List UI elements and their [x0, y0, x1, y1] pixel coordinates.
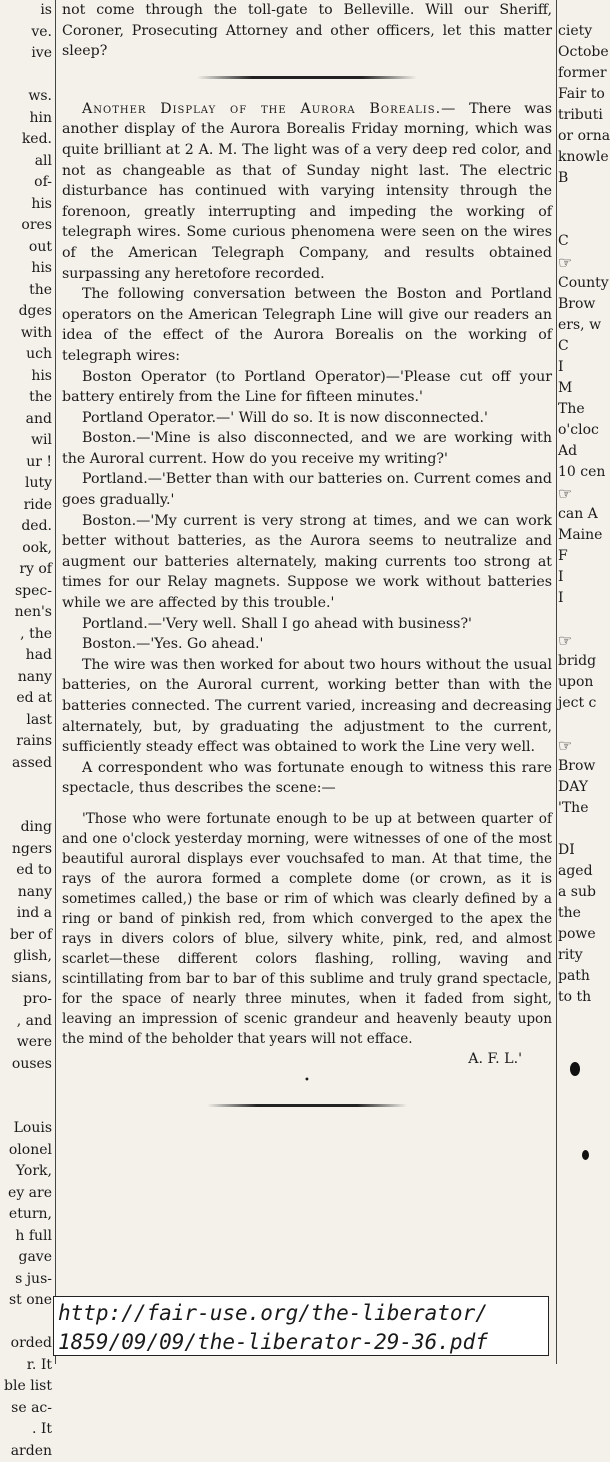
- right-fragment: M: [558, 378, 600, 399]
- left-fragment: ding: [0, 817, 54, 839]
- left-fragment: eturn,: [0, 1204, 54, 1226]
- left-fragment: were: [0, 1032, 54, 1054]
- left-fragment: York,: [0, 1161, 54, 1183]
- left-fragment: r. It: [0, 1355, 54, 1377]
- left-fragment: ngers: [0, 839, 54, 861]
- section-divider: [197, 76, 417, 79]
- right-fragment: ☞: [558, 735, 600, 756]
- left-fragment: ber of: [0, 925, 54, 947]
- left-fragment: , and: [0, 1011, 54, 1033]
- left-fragment: had: [0, 645, 54, 667]
- right-fragment: DI: [558, 840, 600, 861]
- correspondent-quote: 'Those who were fortunate enough to be up at between quarter of and one o'clock yesterday morning, were witnesses of one of the most beautiful auroral displays ever vouchsafed to man. At that time, the rays of the aurora formed a complete dome (or crown, as it is sometimes called,) the base or rim of which was clearly defined by a ring or band of pinkish red, from which converged to the apex the rays in divers colors of blue, silvery white, pink, red, and almost scarlet—these different colors flashing, rolling, waving and scintillating from bar to bar of this sublime and truly grand spectacle, for the space of nearly three minutes, when it faded from sight, leaving an impression of scenic grandeur and heavenly beauty upon the mind of the beholder that years will not efface.: [62, 809, 552, 1049]
- previous-article-ending: not come through the toll-gate to Belleville. Will our Sheriff, Coroner, Prosecuting Attorney and other officers, let this matter sleep?: [62, 0, 552, 62]
- left-fragment: the: [0, 387, 54, 409]
- left-fragment: nany: [0, 667, 54, 689]
- article-lead: [62, 99, 552, 284]
- left-fragment: olonel: [0, 1140, 54, 1162]
- right-fragment: The: [558, 399, 600, 420]
- ink-blot: [582, 1150, 589, 1160]
- left-fragment: gave: [0, 1247, 54, 1269]
- right-fragment: aged: [558, 861, 600, 882]
- right-fragment: to th: [558, 987, 600, 1008]
- right-fragment: bridg: [558, 651, 600, 672]
- left-fragment: ded.: [0, 516, 54, 538]
- left-fragment: his: [0, 258, 54, 280]
- left-fragment: arden: [0, 1441, 54, 1462]
- dialogue-line: Boston.—'Yes. Go ahead.': [62, 634, 552, 655]
- left-fragment: spec-: [0, 581, 54, 603]
- left-fragment: ur !: [0, 452, 54, 474]
- right-fragment: ☞: [558, 630, 600, 651]
- right-fragment: County: [558, 273, 600, 294]
- right-fragment: can A: [558, 504, 600, 525]
- left-fragment: st one: [0, 1290, 54, 1312]
- right-fragment: Ad: [558, 441, 600, 462]
- headline-body: There was another display of the Aurora Borealis Friday morning, which was quite brilliant at 2 A. M. The light was of a very deep red color, and not as changeable as that of Sunday night last. The electric disturbance has continued with varying intensity through the forenoon, greatly interrupting and impeding the working of telegraph wires. Some curious phenomena were seen on the wires of the American Telegraph Company, and results obtained surpassing any heretofore recorded.: [62, 101, 552, 282]
- left-fragment: ind a: [0, 903, 54, 925]
- left-fragment: . It: [0, 1419, 54, 1441]
- right-fragment: C: [558, 336, 600, 357]
- after-dialogue-paragraph: The wire was then worked for about two hours without the usual batteries, on the Auroral current, working better than with the batteries connected. The current varied, increasing and decreasing alternately, but, by graduating the adjustment to the current, sufficiently steady effect was obtained to work the Line very well.: [62, 655, 552, 758]
- left-fragment: ride: [0, 495, 54, 517]
- left-fragment: out: [0, 237, 54, 259]
- right-fragment: [558, 609, 600, 630]
- right-fragment: knowle: [558, 147, 600, 168]
- right-fragment: I: [558, 567, 600, 588]
- left-fragment: [0, 1075, 54, 1097]
- signature-line: [62, 1049, 552, 1070]
- dot-ornament: •: [62, 1076, 552, 1086]
- left-fragment: [0, 796, 54, 818]
- right-fragment: 10 cen: [558, 462, 600, 483]
- right-fragment: or orna: [558, 126, 600, 147]
- correspondent-intro: A correspondent who was fortunate enough to witness this rare spectacle, thus describes the scene:—: [62, 758, 552, 799]
- right-fragment: Brow: [558, 756, 600, 777]
- right-fragment: upon: [558, 672, 600, 693]
- telegraph-dialogue: [62, 367, 552, 655]
- left-fragment: s jus-: [0, 1269, 54, 1291]
- right-fragment: [558, 189, 600, 210]
- left-fragment: [0, 1097, 54, 1119]
- right-fragment: I: [558, 357, 600, 378]
- right-fragment: DAY: [558, 777, 600, 798]
- left-fragment: ive: [0, 43, 54, 65]
- left-fragment: ed at: [0, 688, 54, 710]
- left-fragment: ve.: [0, 22, 54, 44]
- left-fragment: and: [0, 409, 54, 431]
- right-fragment: I: [558, 588, 600, 609]
- left-fragment: is: [0, 0, 54, 22]
- left-fragment: [0, 774, 54, 796]
- signature: A. F. L.': [468, 1049, 552, 1070]
- source-url-line-1: http://fair-use.org/the-liberator/: [58, 1299, 548, 1328]
- left-fragment: ey are: [0, 1183, 54, 1205]
- left-fragment: ouses: [0, 1054, 54, 1076]
- right-fragment: o'cloc: [558, 420, 600, 441]
- left-fragment: ores: [0, 215, 54, 237]
- left-fragment: glish,: [0, 946, 54, 968]
- left-fragment: wil: [0, 430, 54, 452]
- left-fragment: nany: [0, 882, 54, 904]
- left-fragment: his: [0, 194, 54, 216]
- right-fragment: rity: [558, 945, 600, 966]
- right-fragment: former: [558, 63, 600, 84]
- left-fragment: h full: [0, 1226, 54, 1248]
- left-fragment: uch: [0, 344, 54, 366]
- left-fragment: luty: [0, 473, 54, 495]
- left-fragment: the: [0, 280, 54, 302]
- left-fragment: ry of: [0, 559, 54, 581]
- right-fragment: Brow: [558, 294, 600, 315]
- right-fragment: ject c: [558, 693, 600, 714]
- left-fragment: , the: [0, 624, 54, 646]
- right-fragment: [558, 714, 600, 735]
- column-rule-right: [556, 0, 557, 1364]
- left-fragment: dges: [0, 301, 54, 323]
- right-fragment: powe: [558, 924, 600, 945]
- left-fragment: assed: [0, 753, 54, 775]
- left-fragment: all: [0, 151, 54, 173]
- left-fragment: [0, 1312, 54, 1334]
- right-fragment: Fair to: [558, 84, 600, 105]
- source-url-box: [53, 1296, 549, 1356]
- left-fragment: nen's: [0, 602, 54, 624]
- right-fragment: [558, 210, 600, 231]
- left-fragment: rains: [0, 731, 54, 753]
- right-fragment: [558, 0, 600, 21]
- left-fragment: ook,: [0, 538, 54, 560]
- right-fragment: Maine: [558, 525, 600, 546]
- left-fragment: with: [0, 323, 54, 345]
- right-fragment: B: [558, 168, 600, 189]
- right-fragment: path: [558, 966, 600, 987]
- dialogue-line: Boston.—'Mine is also disconnected, and we are working with the Auroral current. How do you receive my writing?': [62, 428, 552, 469]
- left-fragment: ked.: [0, 129, 54, 151]
- right-column-fragments: [558, 0, 600, 1364]
- dialogue-line: Portland.—'Very well. Shall I go ahead with business?': [62, 614, 552, 635]
- source-url-line-2: 1859/09/09/the-liberator-29-36.pdf: [58, 1328, 548, 1357]
- left-fragment: last: [0, 710, 54, 732]
- ink-blot: [570, 1062, 580, 1076]
- left-fragment: ws.: [0, 86, 54, 108]
- right-fragment: ciety: [558, 21, 600, 42]
- dialogue-line: Boston.—'My current is very strong at times, and we can work better without batteries, as the Aurora seems to neutralize and augment our batteries alternately, making currents too strong at times for our Relay magnets. Suppose we work without batteries while we are affected by this trouble.': [62, 511, 552, 614]
- column-rule-left: [55, 0, 56, 1364]
- right-fragment: the: [558, 903, 600, 924]
- left-fragment: orded: [0, 1333, 54, 1355]
- left-fragment: ble list: [0, 1376, 54, 1398]
- article-intro: The following conversation between the Boston and Portland operators on the American Telegraph Line will give our readers an idea of the effect of the Aurora Borealis on the working of telegraph wires:: [62, 284, 552, 366]
- right-fragment: F: [558, 546, 600, 567]
- right-fragment: 'The: [558, 798, 600, 819]
- dialogue-line: Portland Operator.—' Will do so. It is now disconnected.': [62, 408, 552, 429]
- right-fragment: Octobe: [558, 42, 600, 63]
- article-headline: Another Display of the Aurora Borealis.—: [82, 101, 456, 117]
- dialogue-line: Boston Operator (to Portland Operator)—'Please cut off your battery entirely from the Line for fifteen minutes.': [62, 367, 552, 408]
- right-fragment: a sub: [558, 882, 600, 903]
- left-fragment: sians,: [0, 968, 54, 990]
- left-fragment: se ac-: [0, 1398, 54, 1420]
- right-fragment: [558, 819, 600, 840]
- right-fragment: tributi: [558, 105, 600, 126]
- left-fragment: hin: [0, 108, 54, 130]
- left-fragment: [0, 65, 54, 87]
- left-fragment: pro-: [0, 989, 54, 1011]
- left-fragment: his: [0, 366, 54, 388]
- left-fragment: Louis: [0, 1118, 54, 1140]
- right-fragment: C: [558, 231, 600, 252]
- right-fragment: ers, w: [558, 315, 600, 336]
- left-fragment: ed to: [0, 860, 54, 882]
- main-article-column: [62, 0, 552, 1107]
- left-column-fragments: [0, 0, 54, 1364]
- left-fragment: of-: [0, 172, 54, 194]
- bottom-divider: [207, 1104, 407, 1107]
- dialogue-line: Portland.—'Better than with our batteries on. Current comes and goes gradually.': [62, 469, 552, 510]
- right-fragment: ☞: [558, 483, 600, 504]
- right-fragment: ☞: [558, 252, 600, 273]
